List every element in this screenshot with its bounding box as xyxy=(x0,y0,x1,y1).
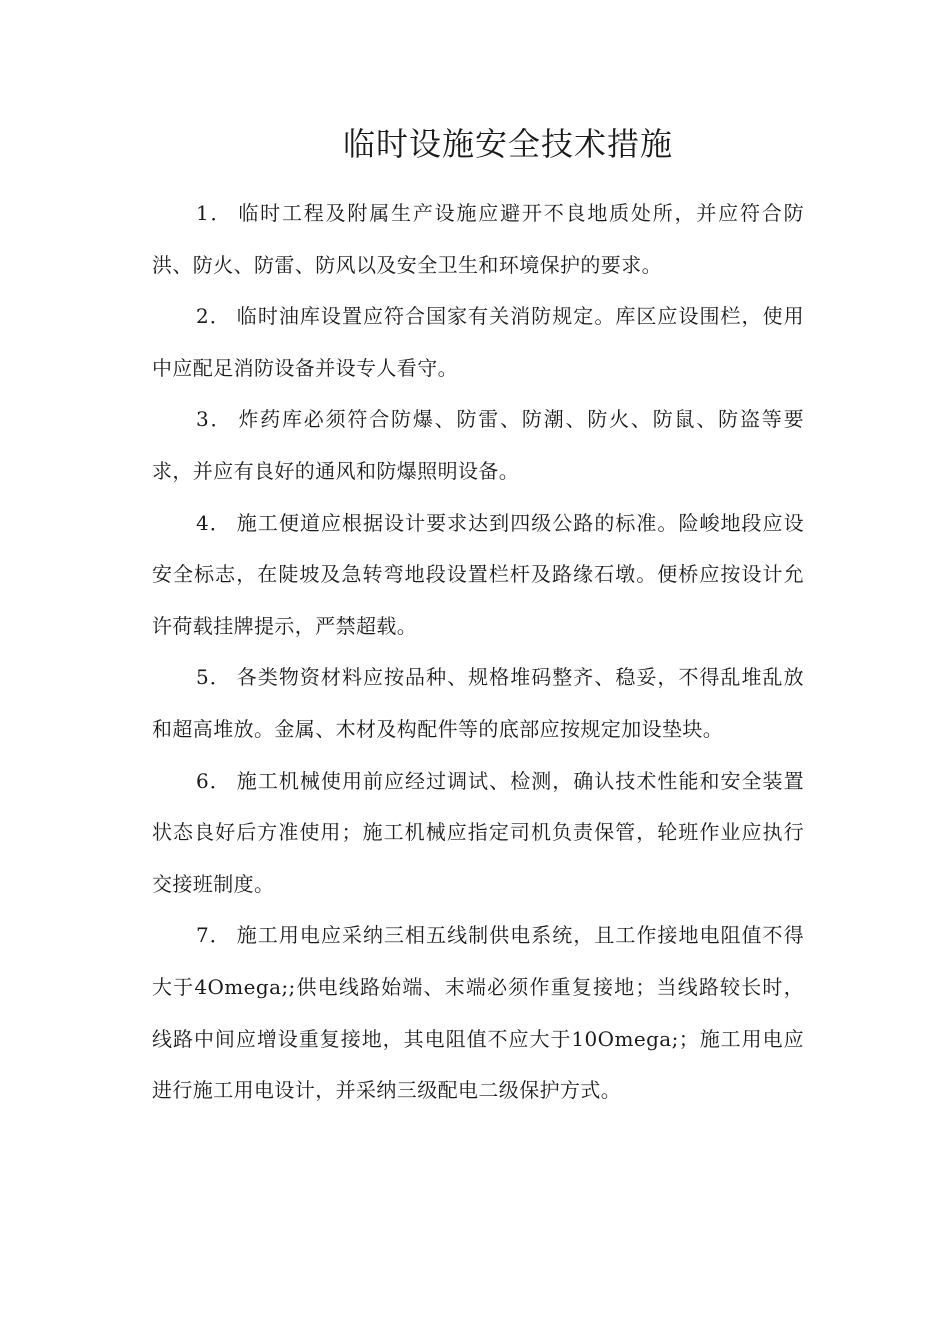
paragraph-number: 6． xyxy=(196,768,231,793)
paragraph-5 xyxy=(152,652,804,755)
paragraph-text: 施工便道应根据设计要求达到四级公路的标准。险峻地段应设安全标志，在陡坡及急转弯地段设置栏杆及路缘石墩。便桥应按设计允许荷载挂牌提示，严禁超载。 xyxy=(152,510,804,638)
paragraph-number: 2． xyxy=(196,304,231,329)
document-body xyxy=(152,188,804,1117)
paragraph-text: 各类物资材料应按品种、规格堆码整齐、稳妥，不得乱堆乱放和超高堆放。金属、木材及构配件等的底部应按规定加设垫块。 xyxy=(152,665,804,741)
paragraph-text: 临时油库设置应符合国家有关消防规定。库区应设围栏，使用中应配足消防设备并设专人看守。 xyxy=(152,304,804,380)
paragraph-7 xyxy=(152,910,804,1116)
paragraph-text: 施工用电应采纳三相五线制供电系统，且工作接地电阻值不得大于4Omega;;供电线路始端、末端必须作重复接地；当线路较长时，线路中间应增设重复接地，其电阻值不应大于10Omega;；施工用电应进行施工用电设计，并采纳三级配电二级保护方式。 xyxy=(152,923,804,1103)
paragraph-1 xyxy=(152,188,804,291)
paragraph-4 xyxy=(152,498,804,653)
paragraph-number: 5． xyxy=(196,665,231,690)
document-title: 临时设施安全技术措施 xyxy=(342,125,673,163)
paragraph-6 xyxy=(152,756,804,911)
paragraph-text: 临时工程及附属生产设施应避开不良地质处所，并应符合防洪、防火、防雷、防风以及安全卫生和环境保护的要求。 xyxy=(152,201,805,277)
paragraph-number: 3． xyxy=(196,407,233,432)
paragraph-number: 1． xyxy=(196,201,233,225)
paragraph-3 xyxy=(152,394,804,497)
paragraph-number: 7． xyxy=(196,923,231,948)
paragraph-2 xyxy=(152,291,804,394)
paragraph-text: 施工机械使用前应经过调试、检测，确认技术性能和安全装置状态良好后方准使用；施工机械应指定司机负责保管，轮班作业应执行交接班制度。 xyxy=(152,768,804,896)
paragraph-number: 4． xyxy=(196,510,231,535)
paragraph-text: 炸药库必须符合防爆、防雷、防潮、防火、防鼠、防盗等要求，并应有良好的通风和防爆照明设备。 xyxy=(152,407,805,483)
